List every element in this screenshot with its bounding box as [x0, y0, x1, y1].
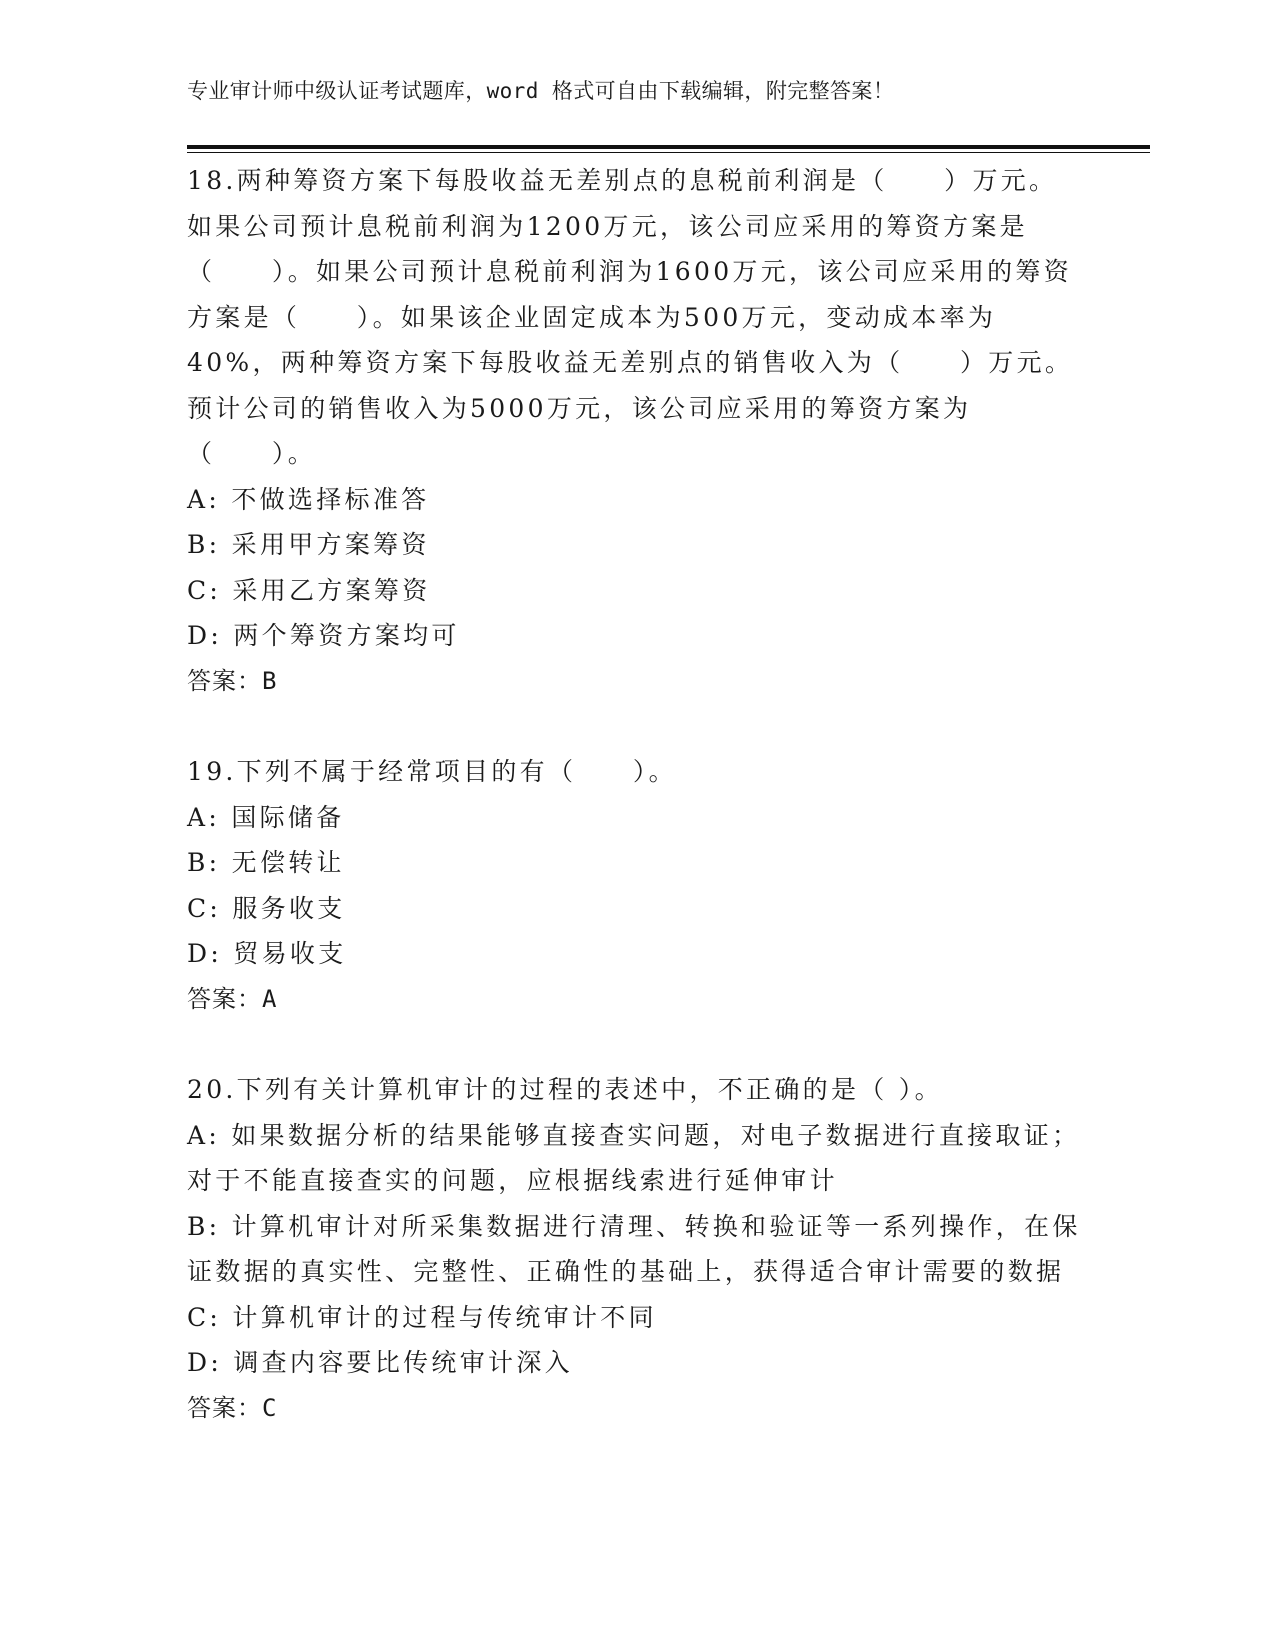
question-18 — [187, 158, 1082, 704]
question-stem: 20.下列有关计算机审计的过程的表述中，不正确的是（ ）。 — [187, 1075, 943, 1104]
header-rule-thick — [187, 145, 1150, 149]
option-a: A: 不做选择标准答 — [187, 484, 430, 514]
option-c: C: 计算机审计的过程与传统审计不同 — [187, 1302, 657, 1332]
option-b: B: 计算机审计对所采集数据进行清理、转换和验证等一系列操作，在保证数据的真实性、完整性、正确性的基础上，获得适合审计需要的数据 — [187, 1211, 1081, 1286]
answer-line — [187, 977, 1082, 1023]
header-rule-thin — [187, 152, 1150, 153]
option-d: D: 调查内容要比传统审计深入 — [187, 1348, 573, 1377]
option-c: C: 服务收支 — [187, 893, 346, 923]
option-b: B: 无偿转让 — [187, 848, 345, 877]
option-a: A: 国际储备 — [187, 802, 345, 832]
answer-line — [187, 659, 1082, 705]
option-c: C: 采用乙方案筹资 — [187, 575, 431, 605]
answer-value: B — [262, 666, 278, 695]
option-d: D: 贸易收支 — [187, 939, 347, 968]
option-b: B: 采用甲方案筹资 — [187, 530, 430, 559]
answer-value: C — [262, 1393, 278, 1422]
answer-label: 答案： — [187, 1393, 262, 1422]
answer-label: 答案： — [187, 666, 262, 695]
answer-value: A — [262, 984, 278, 1013]
question-list — [187, 158, 1082, 1431]
question-spacer — [187, 1022, 1082, 1067]
answer-line — [187, 1386, 1082, 1432]
option-a: A: 如果数据分析的结果能够直接查实问题，对电子数据进行直接取证；对于不能直接查实的问题，应根据线索进行延伸审计 — [187, 1120, 1081, 1195]
answer-label: 答案： — [187, 984, 262, 1013]
question-stem: 18.两种筹资方案下每股收益无差别点的息税前利润是（ ）万元。如果公司预计息税前利润为1200万元，该公司应采用的筹资方案是（ ）。如果公司预计息税前利润为1600万元，该公司应采用的筹资方案是（ ）。如果该企业固定成本为500万元，变动成本率为40%，两种筹资方案下每股收益无差别点的销售收入为（ ）万元。预计公司的销售收入为5000万元，该公司应采用的筹资方案为（ ）。 — [187, 166, 1074, 468]
question-spacer — [187, 704, 1082, 749]
question-stem: 19.下列不属于经常项目的有（ ）。 — [187, 757, 677, 786]
page-header: 专业审计师中级认证考试题库，word 格式可自由下载编辑，附完整答案！ — [187, 79, 895, 103]
question-19 — [187, 749, 1082, 1022]
option-d: D: 两个筹资方案均可 — [187, 621, 460, 650]
question-20 — [187, 1067, 1082, 1431]
